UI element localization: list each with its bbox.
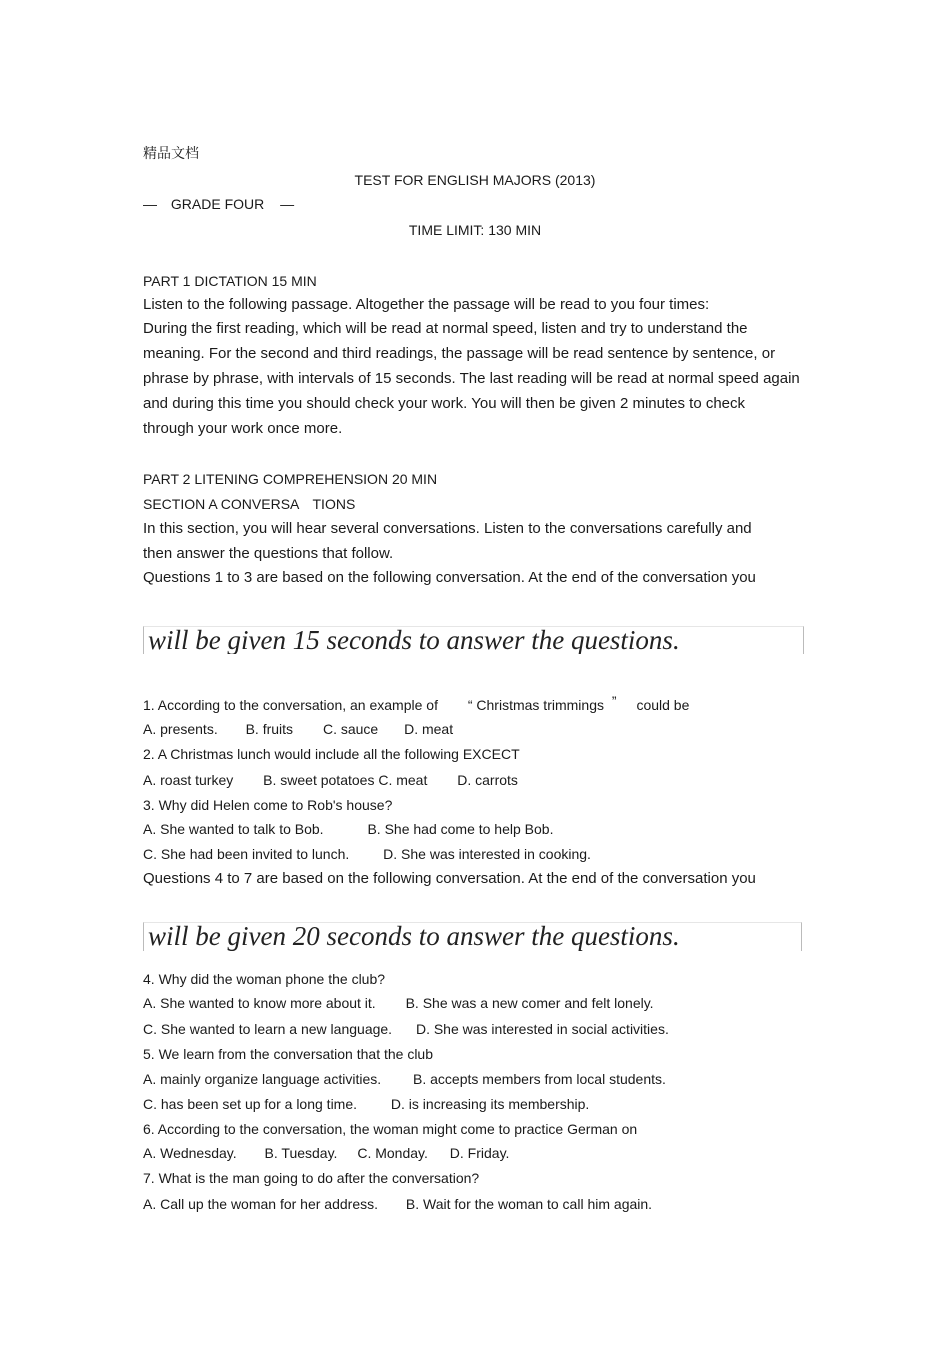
q6-option-d: D. Friday.	[449, 1145, 510, 1161]
q7-option-a: A. Call up the woman for her address.	[143, 1196, 379, 1212]
q5-option-d: D. is increasing its membership.	[390, 1096, 590, 1112]
q3-option-c: C. She had been invited to lunch.	[143, 846, 350, 862]
question-3: 3. Why did Helen come to Rob's house?	[143, 797, 393, 813]
q1-option-b: B. fruits	[245, 721, 294, 737]
q5-option-c: C. has been set up for a long time.	[143, 1096, 358, 1112]
q4-options-row1	[143, 994, 654, 1012]
q2-option-b: B. sweet potatoes C. meat	[263, 772, 428, 788]
q1-option-d: D. meat	[404, 721, 454, 737]
part1-line-1: Listen to the following passage. Altogether the passage will be read to you four times:	[143, 296, 710, 313]
grade-line	[143, 195, 294, 213]
scanned-line-2-text: will be given 20 seconds to answer the questions.	[148, 922, 680, 951]
dash-right: —	[280, 196, 295, 212]
part2-intro-1: In this section, you will hear several conversations. Listen to the conversations carefully and	[143, 520, 752, 537]
question-6: 6. According to the conversation, the woman might come to practice German on	[143, 1121, 638, 1137]
q3-option-b: B. She had come to help Bob.	[367, 821, 554, 837]
section-a-heading	[143, 495, 355, 513]
part1-heading: PART 1 DICTATION 15 MIN	[143, 273, 317, 289]
q4-option-d: D. She was interested in social activities.	[415, 1021, 669, 1037]
part2-intro-2: then answer the questions that follow.	[143, 545, 394, 562]
q6-options	[143, 1144, 509, 1162]
q7-option-b: B. Wait for the woman to call him again.	[405, 1196, 653, 1212]
q6-option-a: A. Wednesday.	[143, 1145, 237, 1161]
q3-options-row1	[143, 820, 553, 838]
part1-line-2: During the first reading, which will be read at normal speed, listen and try to understand the	[143, 320, 748, 337]
scanned-line-1	[143, 626, 804, 654]
q3-options-row2	[143, 845, 591, 863]
q2-option-a: A. roast turkey	[143, 772, 234, 788]
scanned-line-1-text: will be given 15 seconds to answer the questions.	[148, 626, 680, 654]
test-title: TEST FOR ENGLISH MAJORS (2013)	[354, 172, 596, 188]
q2-options	[143, 771, 518, 789]
q5-options-row1	[143, 1070, 666, 1088]
question-5: 5. We learn from the conversation that the club	[143, 1046, 434, 1062]
q5-option-a: A. mainly organize language activities.	[143, 1071, 382, 1087]
q4-option-a: A. She wanted to know more about it.	[143, 995, 376, 1011]
part1-line-3: meaning. For the second and third readings, the passage will be read sentence by sentence, or	[143, 345, 776, 362]
question-7: 7. What is the man going to do after the conversation?	[143, 1170, 480, 1186]
q7-options	[143, 1195, 652, 1213]
part1-line-4: phrase by phrase, with intervals of 15 seconds. The last reading will be read at normal speed again	[143, 370, 800, 387]
q6-option-b: B. Tuesday.	[264, 1145, 338, 1161]
q2-option-d: D. carrots	[457, 772, 518, 788]
part1-line-5: and during this time you should check your work. You will then be given 2 minutes to check	[143, 395, 746, 412]
question-4: 4. Why did the woman phone the club?	[143, 971, 386, 987]
q1-text-c: ”	[611, 693, 617, 709]
time-limit: TIME LIMIT: 130 MIN	[408, 222, 542, 238]
q1-option-a: A. presents.	[143, 721, 218, 737]
q4-option-c: C. She wanted to learn a new language.	[143, 1021, 393, 1037]
part2-heading: PART 2 LITENING COMPREHENSION 20 MIN	[143, 471, 438, 487]
watermark: 精品文档	[143, 145, 199, 161]
q4-option-b: B. She was a new comer and felt lonely.	[405, 995, 654, 1011]
q4-options-row2	[143, 1020, 669, 1038]
q1-options	[143, 720, 453, 738]
part2-intro-3: Questions 1 to 3 are based on the following conversation. At the end of the conversation you	[143, 569, 756, 586]
question-1	[143, 693, 690, 714]
q3-option-d: D. She was interested in cooking.	[383, 846, 591, 862]
q6-option-c: C. Monday.	[357, 1145, 428, 1161]
scanned-line-2	[143, 922, 802, 951]
q5-option-b: B. accepts members from local students.	[413, 1071, 666, 1087]
section-a-text-2: TIONS	[312, 496, 356, 512]
q1-text-a: 1. According to the conversation, an example of	[143, 697, 438, 713]
q4-7-intro: Questions 4 to 7 are based on the following conversation. At the end of the conversation you	[143, 870, 756, 887]
q1-text-d: could be	[636, 697, 690, 713]
section-a-text-1: SECTION A CONVERSA	[143, 496, 299, 512]
q1-option-c: C. sauce	[322, 721, 379, 737]
q5-options-row2	[143, 1095, 589, 1113]
question-2: 2. A Christmas lunch would include all the following EXCECT	[143, 746, 520, 762]
dash-left: —	[143, 196, 157, 212]
q1-text-b: “ Christmas trimmings	[467, 697, 604, 713]
part1-line-6: through your work once more.	[143, 420, 343, 437]
q3-option-a: A. She wanted to talk to Bob.	[143, 821, 324, 837]
grade-label: GRADE FOUR	[170, 196, 265, 212]
